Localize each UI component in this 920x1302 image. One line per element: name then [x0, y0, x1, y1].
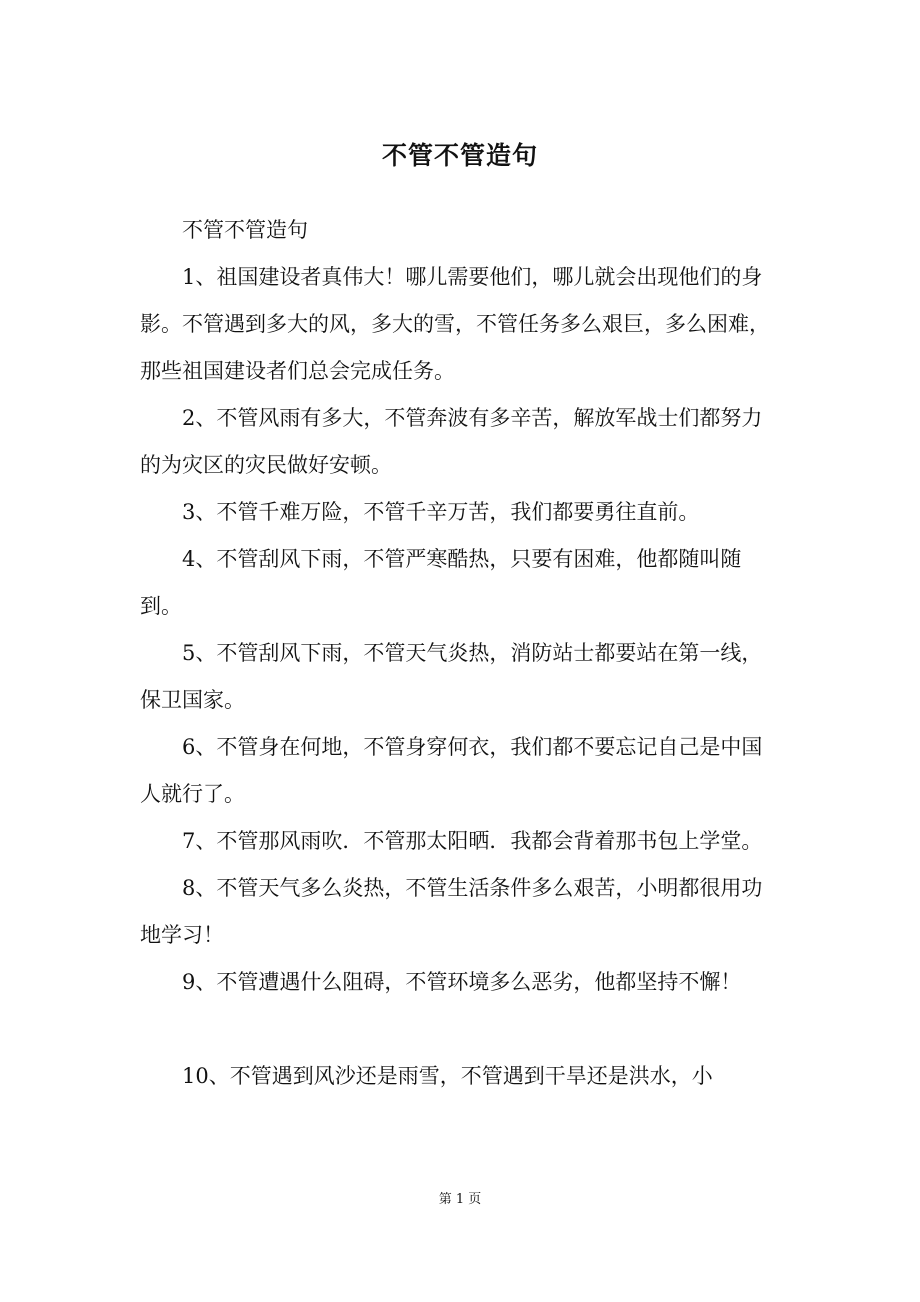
sentence-paragraph-2: 2、不管风雨有多大，不管奔波有多辛苦，解放军战士们都努力的为灾区的灾民做好安顿。: [140, 406, 763, 477]
sentence-paragraph-3: 3、不管千难万险，不管千辛万苦，我们都要勇往直前。: [182, 500, 700, 524]
paragraph-spacer: [140, 1006, 780, 1053]
document-title: 不管不管造句: [381, 141, 538, 170]
document-body: [140, 207, 780, 1100]
sentence-paragraph-10: 10、不管遇到风沙还是雨雪，不管遇到干旱还是洪水，小: [182, 1064, 713, 1088]
sentence-paragraph-7: 7、不管那风雨吹．不管那太阳晒．我都会背着那书包上学堂。: [182, 829, 763, 853]
sentence-paragraph-9: 9、不管遭遇什么阻碍，不管环境多么恶劣，他都坚持不懈！: [182, 970, 742, 994]
sentence-paragraph-8: 8、不管天气多么炎热，不管生活条件多么艰苦，小明都很用功地学习！: [140, 876, 763, 947]
sentence-paragraph-4: 4、不管刮风下雨，不管严寒酷热，只要有困难，他都随叫随到。: [140, 547, 742, 618]
page-number-footer: 第 1 页: [438, 1192, 482, 1207]
sentence-paragraph-6: 6、不管身在何地，不管身穿何衣，我们都不要忘记自己是中国人就行了。: [140, 735, 763, 806]
sentence-paragraph-5: 5、不管刮风下雨，不管天气炎热，消防站士都要站在第一线，保卫国家。: [140, 641, 763, 712]
sentence-paragraph-1: 1、祖国建设者真伟大！哪儿需要他们，哪儿就会出现他们的身影。不管遇到多大的风，多大的雪，不管任务多么艰巨，多么困难，那些祖国建设者们总会完成任务。: [140, 265, 770, 383]
subtitle-paragraph: 不管不管造句: [182, 218, 308, 242]
